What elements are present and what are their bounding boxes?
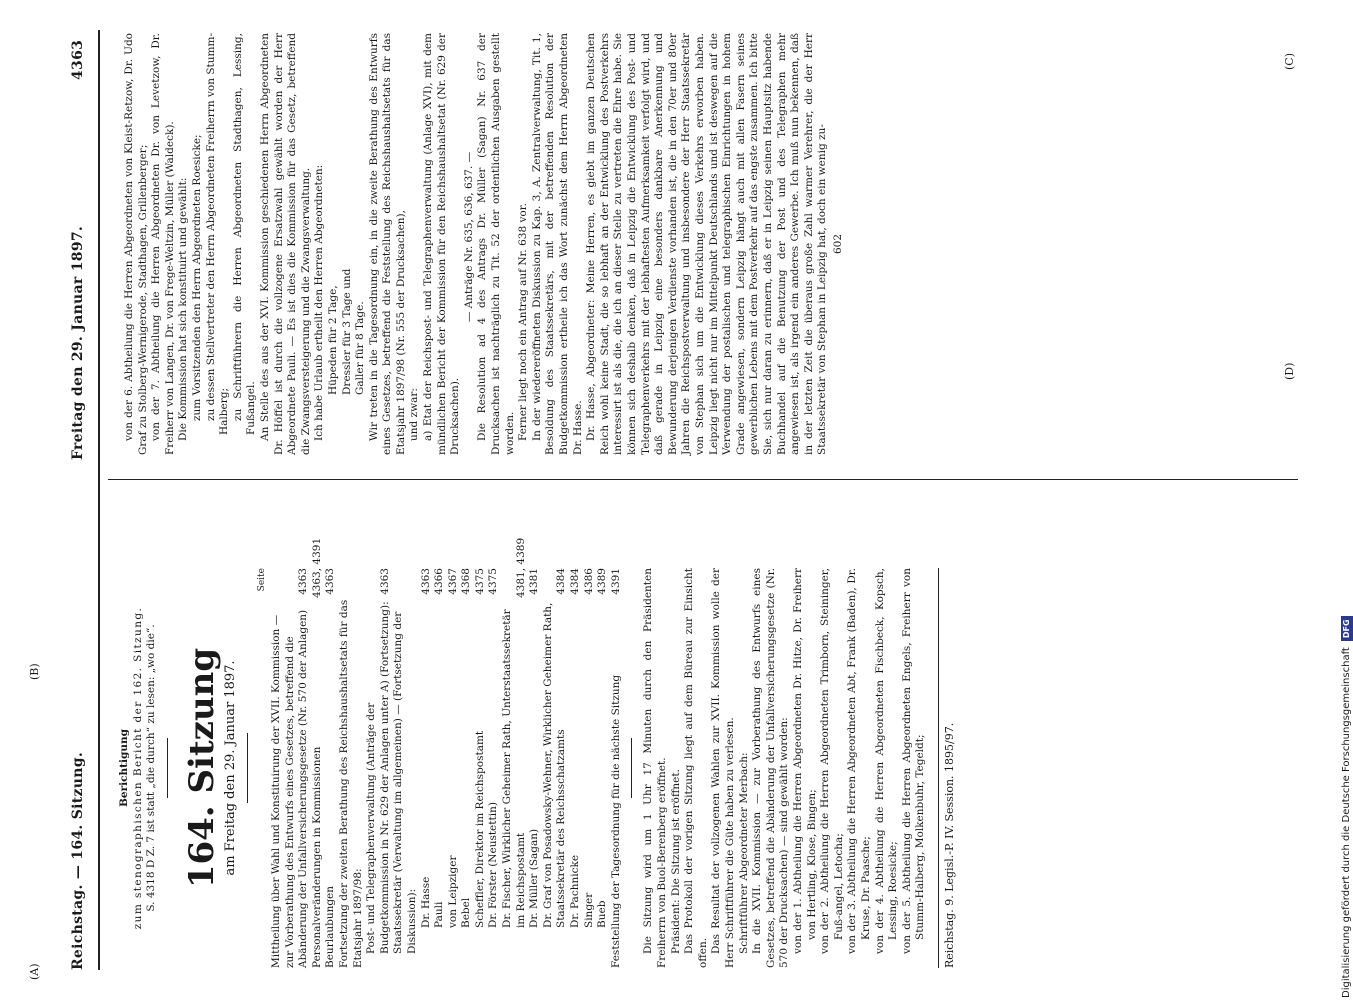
berichtigung-line2: S. 4318 D Z. 7 ist statt „die durch“ zu lesen: „wo die“. <box>145 624 158 912</box>
toc-speaker-row <box>542 568 569 968</box>
speaker-page: 4386 <box>582 568 595 595</box>
paragraph: Die Resolution ad 4 des Antrags Dr. Müller (Sagan) Nr. 637 der Drucksachen ist nachträglich zu Tit. 52 der ordentlichen Ausgaben gestellt worden. <box>476 33 516 455</box>
toc-speaker-row <box>569 568 583 968</box>
paragraph: Ferner liegt noch ein Antrag auf Nr. 638 vor. <box>517 203 530 441</box>
paragraph: Präsident: Die Sitzung ist eröffnet. <box>669 769 682 954</box>
toc-speaker-row <box>420 568 434 968</box>
speaker-page: 4363 <box>419 568 432 595</box>
toc-row <box>310 537 325 968</box>
table-of-contents <box>269 537 623 968</box>
paragraph: Galler für 8 Tage. <box>354 301 367 395</box>
toc-speaker-row <box>433 568 447 968</box>
session-date: am Freitag den 29. Januar 1897. <box>222 660 238 876</box>
right-column <box>123 33 845 455</box>
speaker-name: Scheffler, Direktor im Reichspostamt <box>473 730 486 928</box>
toc-speaker-row <box>501 537 528 968</box>
speaker-page: 4381, 4389 <box>514 537 527 598</box>
speaker-name: Bebel <box>460 897 473 928</box>
speaker-name: Dr. Förster (Neustettin) <box>487 802 500 928</box>
toc-label: Post- und Telegraphenverwaltung (Anträge der Budgetkommission in Nr. 629 der Anlagen unter A) (Fortsetzung): <box>365 601 391 954</box>
toc-label: Feststellung der Tagesordnung für die nächste Sitzung <box>609 674 622 968</box>
list-item: von der 3. Abtheilung die Herren Abgeordneten Abt, Frank (Baden), Dr. Kruse, Dr. Paasche; <box>846 568 872 954</box>
toc-speaker-row <box>447 568 461 968</box>
paragraph: Die Sitzung wird um 1 Uhr 17 Minuten durch den Präsidenten Freiherrn von Buol-Berenberg eröffnet. <box>642 568 668 968</box>
speaker-page: 4368 <box>460 568 473 595</box>
speaker-page: 4384 <box>569 568 582 595</box>
berichtigung-line1: zum stenographischen Bericht der 162. Sitzung. <box>131 606 144 930</box>
abteilung-list <box>792 568 928 968</box>
dfg-stamp <box>1340 8 1353 998</box>
toc-page: 4363, 4391 <box>310 537 323 598</box>
left-column <box>118 537 956 968</box>
body-right <box>123 33 830 455</box>
toc-row <box>392 568 419 968</box>
toc-speaker-row <box>474 568 488 968</box>
paragraph: von der 7. Abtheilung die Herren Abgeordneten Dr. von Levetzow, Dr. Freiherr von Langen, Dr. von Frege-Weltzin, Müller (Waldeck). <box>150 33 176 455</box>
paragraph: und zwar: <box>408 388 421 441</box>
paragraph: Wir treten in die Tagesordnung ein, in die zweite Berathung des Entwurfs eines Gesetzes, betreffend die Feststellung des Reichshaushaltsetats für das Etatsjahr 1897/98 (Nr. 555 der Drucksachen), <box>367 33 407 455</box>
short-rule <box>167 738 168 798</box>
toc-label: Fortsetzung der zweiten Berathung des Reichshaushaltsetats für das Etatsjahr 1897/98: <box>337 599 364 968</box>
paragraph: Hüpeden für 2 Tage, <box>326 285 339 395</box>
margin-mark-d: (D) <box>1283 362 1296 380</box>
speaker-name: Dr. Hasse <box>419 876 432 928</box>
berichtigung-title: Berichtigung <box>118 729 130 807</box>
speaker-name: von Leipziger <box>446 855 459 928</box>
toc-label: Mittheilung über Wahl und Konstituirung der XVII. Kommission — zur Vorberathung des Entwurfs eines Gesetzes, betreffend die Abänderung der Unfallversicherungsgesetze (Nr. 570 der Anlagen) <box>269 609 310 968</box>
margin-mark-b: (B) <box>28 663 41 680</box>
toc-rule <box>631 738 632 798</box>
body-left <box>642 568 792 968</box>
toc-page: 4363 <box>324 568 337 595</box>
speaker-name: Bueb <box>596 900 609 928</box>
dfg-logo: DFG <box>1341 616 1353 641</box>
paragraph: von der 6. Abtheilung die Herren Abgeordneten von Kleist-Retzow, Dr. Udo Graf zu Stolberg-Wernigerode, Stadthagen, Grillenberger; <box>123 33 149 455</box>
toc-speaker-row <box>583 568 597 968</box>
paragraph: — Anträge Nr. 635, 636, 637. — <box>462 151 475 323</box>
toc-page: 4363 <box>297 568 310 595</box>
paragraph: Ich habe Urlaub ertheilt den Herren Abgeordneten: <box>313 164 326 441</box>
paragraph: zu dessen Stellvertreter den Herrn Abgeordneten Freiherrn von Stumm-Halberg; <box>204 33 231 435</box>
toc-speaker-row <box>460 568 474 968</box>
signature-mark: 602 <box>831 233 844 255</box>
document-page <box>28 0 1338 1000</box>
speaker-page: 4384 <box>555 568 568 595</box>
toc-speaker-row <box>487 568 501 968</box>
speaker-name: Pauli <box>433 901 446 928</box>
stamp-text: Digitalisierung gefördert durch die Deutsche Forschungsgemeinschaft <box>1341 647 1352 998</box>
paragraph: Schriftführer Abgeordneter Merbach: <box>737 752 750 954</box>
toc-label: Personalveränderungen in Kommissionen <box>310 746 323 968</box>
list-item: von der 1. Abtheilung die Herren Abgeordneten Dr. Hitze, Dr. Freiherr von Hertling, Klose, Bingen; <box>791 568 818 954</box>
speaker-page: 4389 <box>596 568 609 595</box>
header-left: Reichstag. — 164. Sitzung. <box>70 751 86 970</box>
speaker-page: 4366 <box>433 568 446 595</box>
speaker-name: Dr. Pachnicke <box>569 854 582 928</box>
paragraph: Dr. Hasse, Abgeordneter: Meine Herren, es giebt im ganzen Deutschen Reich wohl keine Stadt, die so lebhaft an der Entwicklung des Postverkehrs interessirt ist als die, die ich an dieser Stelle zu vertreten die Ehre habe. Sie können sich deshalb denken, daß in Leipzig die Entwicklung des Post- und Telegraphenverkehrs mit der lebhaftesten Aufmerksamkeit verfolgt wird, und daß gerade in Leipzig eine besonders dankbare Anerkennung und Bewunderung derjenigen Verdienste vorhanden ist, die in den 70er und 80er Jahren die Reichspostverwaltung und insbesondere der Herr Staatssekretär von Stephan sich um die Entwicklung dieses Verkehrs erworben haben. Leipzig liegt nicht nur im Mittelpunkt Deutschlands und ist deswegen auf die Verwendung der postalischen und telegraphischen Einrichtungen in hohem Grade angewiesen, sondern Leipzig hängt auch mit allen Fasern seines gewerblichen Lebens mit dem Postverkehr auf das engste zusammen. Ich bitte Sie, sich nur daran zu erinnern, daß er in Leipzig seinen Hauptsitz habende Buchhandel auf die Benutzung der Post und des Telegraphen mehr angewiesen ist, als irgend ein anderes Gewerbe. Ich muß nun bekennen, daß in der letzten Zeit die überaus große Zahl warmer Verehrer, die der Herr Staatssekretär von Stephan in Leipzig hat, doch ein wenig zu- <box>585 33 829 455</box>
speaker-page: 4375 <box>473 568 486 595</box>
paragraph: Das Protokoll der vorigen Sitzung liegt auf dem Büreau zur Einsicht offen. <box>683 568 709 968</box>
header-rule <box>98 30 100 970</box>
toc-label: Staatssekretär (Verwaltung im allgemeinen) — (Fortsetzung der Diskussion): <box>392 611 418 954</box>
list-item: von der 5. Abtheilung die Herren Abgeordneten Engels, Freiherr von Stumm-Halberg, Molkenbuhr, Tegeldt; <box>900 568 927 954</box>
session-title: 164. Sitzung <box>181 647 222 889</box>
speaker-name: Dr. Müller (Sagan) <box>528 828 541 928</box>
toc-seite-label: Seite <box>257 568 268 592</box>
paragraph: Das Resultat der vollzogenen Wahlen zur XVII. Kommission wolle der Herr Schriftführer die Güte haben zu verlesen. <box>710 568 736 968</box>
paragraph: An Stelle des aus der XVI. Kommission geschiedenen Herrn Abgeordneten Dr. Höffel ist durch die vollzogene Ersatzwahl gewählt worden der Herr Abgeordnete Pauli. — Es ist dies die Kommission für das Gesetz, betreffend die Zwangsversteigerung und die Zwangsverwaltung. <box>258 33 312 455</box>
margin-mark-c: (C) <box>1283 53 1296 70</box>
toc-page: 4363 <box>378 568 391 595</box>
toc-label: Beurlaubungen <box>324 885 337 968</box>
header-center: Freitag den 29. Januar 1897. <box>70 225 86 460</box>
toc-speaker-row <box>528 568 542 968</box>
footer-rule <box>938 568 939 968</box>
paragraph: In die XVII. Kommission — zur Vorberathung des Entwurfs eines Gesetzes, betreffend die Abänderung der Unfallversicherungsgesetze (Nr. 570 der Drucksachen) — sind gewählt worden: <box>751 568 791 968</box>
speaker-name: Dr. Fischer, Wirklicher Geheimer Rath, Unterstaatssekretär im Reichspostamt <box>501 609 527 928</box>
paragraph: Die Kommission hat sich konstituirt und gewählt: <box>177 177 190 441</box>
title-rule <box>247 733 248 803</box>
paragraph: zu Schriftführern die Herren Abgeordneten Stadthagen, Lessing, Fußangel. <box>231 33 258 435</box>
footer-text: Reichstag. 9. Legisl.-P. IV. Session. 1895/97. <box>942 722 956 968</box>
margin-mark-a: (A) <box>28 963 41 980</box>
list-item: von der 2. Abtheilung die Herren Abgeordneten Trimborn, Steininger, Fuß-angel, Letocha; <box>819 568 845 954</box>
list-item: von der 4. Abtheilung die Herren Abgeordneten Fischbeck, Kopsch, Lessing, Roesicke; <box>873 568 900 954</box>
paragraph: In der wiedereröffneten Diskussion zu Kap. 3, A. Zentralverwaltung, Tit. 1, Besoldung des Staatssekretärs, mit der betreffenden Resolution der Budgetkommission ertheile ich das Wort zunächst dem Herrn Abgeordneten Dr. Hasse. <box>530 33 584 455</box>
paragraph: a) Etat der Reichspost- und Telegraphenverwaltung (Anlage XVI), mit dem mündlichen Bericht der Kommission für den Reichshaushaltsetat (Nr. 629 der Drucksachen). <box>422 33 462 455</box>
toc-row <box>270 568 311 968</box>
toc-row <box>324 568 338 968</box>
toc-speaker-row <box>596 568 610 968</box>
toc-row <box>338 568 365 968</box>
toc-row <box>365 568 392 968</box>
toc-page: 4391 <box>609 568 622 595</box>
column-divider <box>108 479 1298 480</box>
speaker-page: 4375 <box>487 568 500 595</box>
speaker-name: Singer <box>582 892 595 928</box>
toc-row <box>610 568 624 968</box>
paragraph: Dressler für 3 Tage und <box>340 268 353 395</box>
page-number: 4363 <box>70 39 86 80</box>
speaker-name: Dr. Graf von Posadowsky-Wehner, Wirklicher Geheimer Rath, Staatssekretär des Reichsschatzamts <box>541 602 568 928</box>
paragraph: zum Vorsitzenden den Herrn Abgeordneten Roesicke; <box>190 134 203 421</box>
speaker-page: 4381 <box>528 568 541 595</box>
speaker-page: 4367 <box>446 568 459 595</box>
